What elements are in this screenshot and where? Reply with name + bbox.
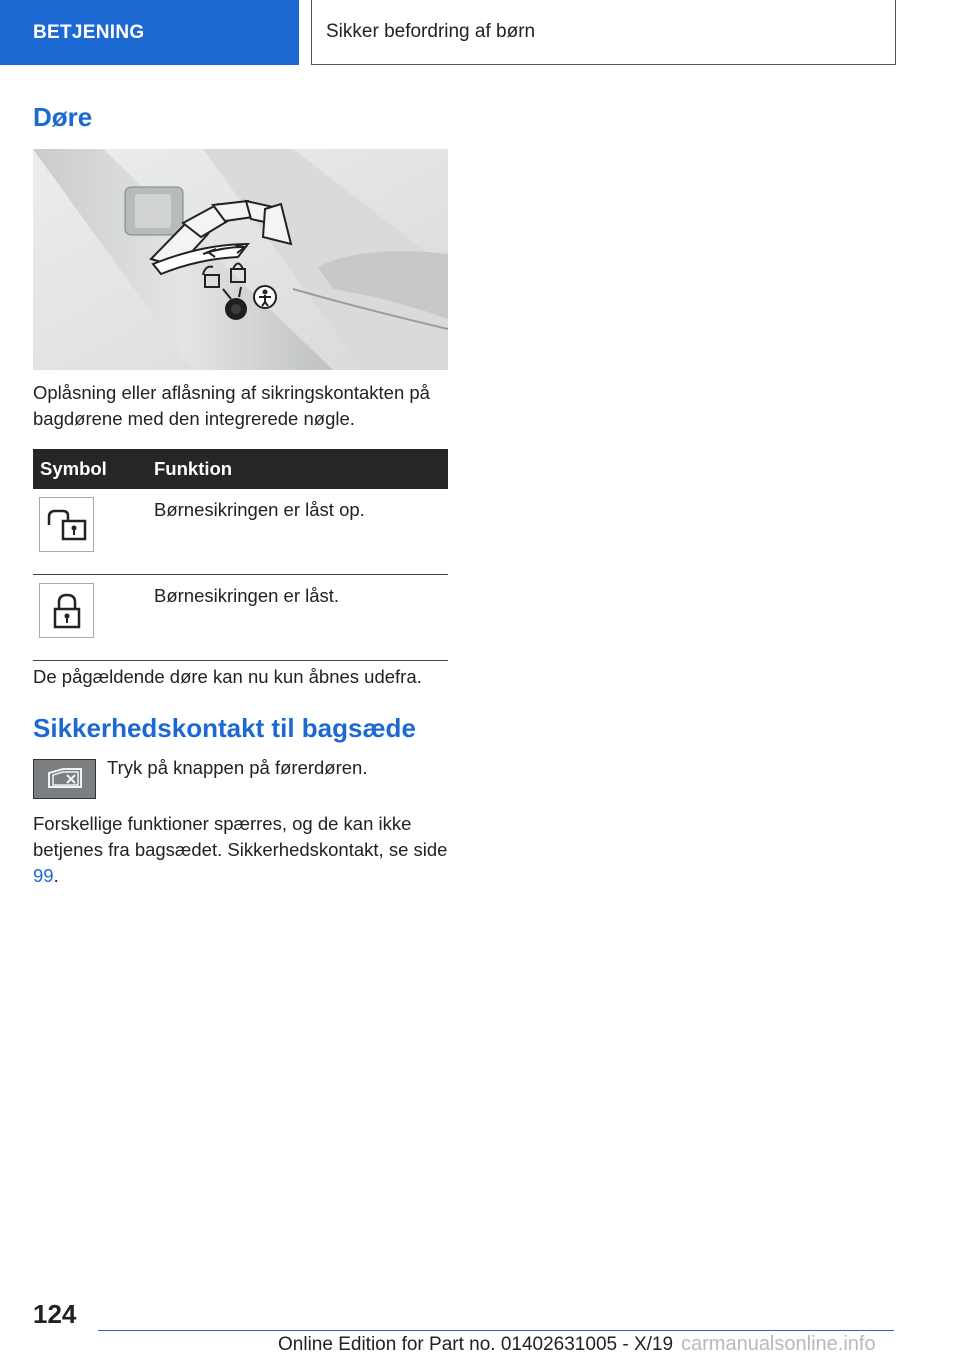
section-tab — [0, 0, 299, 65]
watermark: carmanualsonline.info — [681, 1333, 876, 1355]
table-row — [33, 575, 448, 661]
row-function-text: Børnesikringen er låst. — [154, 575, 448, 661]
symbol-table — [33, 449, 448, 661]
child-lock-switch-photo — [33, 149, 448, 370]
chapter-title: Sikker befordring af børn — [326, 21, 536, 42]
symbol-column-header: Symbol — [33, 449, 154, 489]
button-instruction: Tryk på knappen på førerdøren. — [107, 757, 368, 778]
table-row — [33, 489, 448, 575]
photo-caption: Oplåsning eller aflåsning af sikringskontakten på bagdørene med den integrerede nøgle. — [33, 382, 430, 429]
page-number: 124 — [33, 1299, 77, 1329]
function-column-header: Funktion — [154, 449, 448, 489]
edition-footer: Online Edition for Part no. 01402631005 - X/19 — [278, 1334, 674, 1355]
footer-divider — [98, 1330, 894, 1331]
rear-safety-paragraph — [33, 811, 448, 889]
rear-safety-heading: Sikkerhedskontakt til bagsæde — [33, 713, 416, 743]
window-lock-button-icon — [33, 759, 96, 799]
row-function-text: Børnesikringen er låst op. — [154, 489, 448, 575]
paragraph-end: . — [53, 865, 59, 886]
doors-note: De pågældende døre kan nu kun åbnes udefra. — [33, 666, 422, 687]
padlock-open-icon — [39, 497, 94, 552]
section-title: BETJENING — [33, 21, 145, 43]
padlock-closed-icon — [39, 583, 94, 638]
doors-heading: Døre — [33, 102, 93, 132]
chapter-header — [311, 0, 896, 65]
page-reference-link[interactable]: 99 — [33, 865, 54, 886]
paragraph-text: Forskellige funktioner spærres, og de kan ikke betjenes fra bagsædet. Sikkerhedskontakt, se side — [33, 813, 448, 860]
